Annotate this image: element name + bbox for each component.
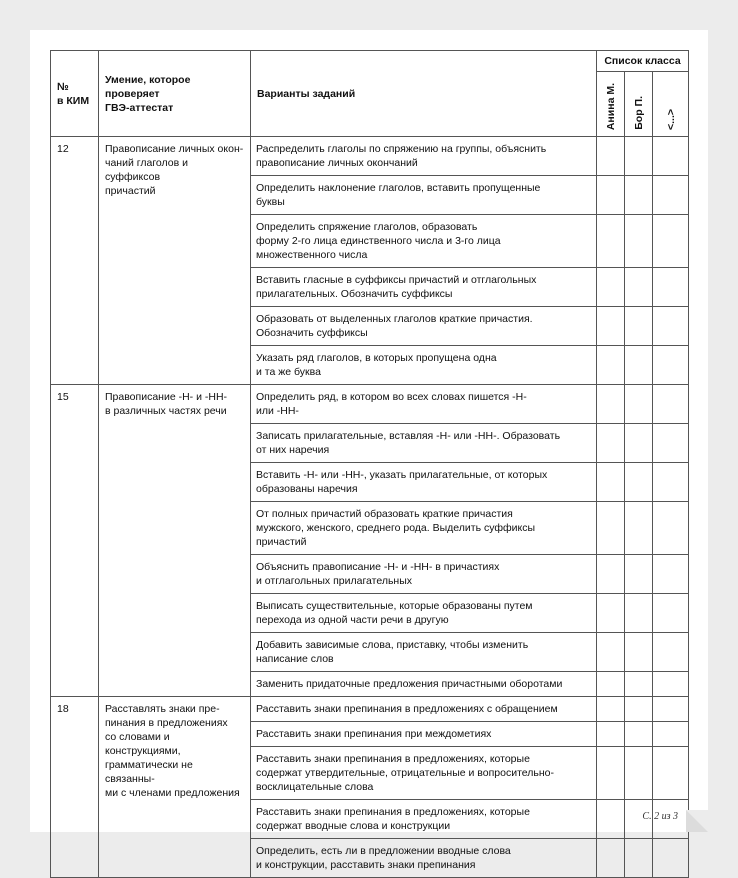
skill-line: причастий [105,185,156,197]
student-mark-cell[interactable] [653,463,689,502]
student-mark-cell[interactable] [625,215,653,268]
student-name: <...> [664,108,677,130]
student-mark-cell[interactable] [653,633,689,672]
task-line: Вставить -Н- или -НН-, указать прилагательные, от которых [256,469,548,481]
student-mark-cell[interactable] [653,594,689,633]
task-line: Определить, есть ли в предложении вводные слова [256,845,511,857]
student-mark-cell[interactable] [625,268,653,307]
task-line: и конструкции, расставить знаки препинания [256,859,476,871]
task-cell [251,424,597,463]
skill-line: пинания в предложениях [105,717,228,729]
student-mark-cell[interactable] [653,747,689,800]
student-mark-cell[interactable] [597,839,625,878]
student-mark-cell[interactable] [653,215,689,268]
student-mark-cell[interactable] [653,502,689,555]
student-mark-cell[interactable] [653,385,689,424]
task-line: Объяснить правописание -Н- и -НН- в причастиях [256,561,500,573]
student-mark-cell[interactable] [597,268,625,307]
task-cell [251,137,597,176]
task-line: правописание личных окончаний [256,157,418,169]
task-line: Расставить знаки препинания в предложениях, которые [256,806,530,818]
student-mark-cell[interactable] [653,307,689,346]
task-line: Заменить придаточные предложения причастными оборотами [256,678,563,690]
task-cell [251,502,597,555]
task-line: От полных причастий образовать краткие причастия [256,508,513,520]
student-mark-cell[interactable] [625,385,653,424]
student-mark-cell[interactable] [597,800,625,839]
task-cell [251,800,597,839]
kim-number: 18 [51,697,99,878]
header-skill-line: ГВЭ-аттестат [105,101,174,114]
skills-table [50,50,689,878]
skill-line: со словами и конструкциями, [105,731,181,757]
student-mark-cell[interactable] [597,215,625,268]
student-mark-cell[interactable] [597,722,625,747]
task-line: Выписать существительные, которые образованы путем [256,600,533,612]
table-row [51,697,689,722]
task-line: Добавить зависимые слова, приставку, чтобы изменить [256,639,529,651]
task-line: мужского, женского, среднего рода. Выделить суффиксы [256,522,535,534]
student-mark-cell[interactable] [597,697,625,722]
task-cell [251,839,597,878]
student-mark-cell[interactable] [625,137,653,176]
student-mark-cell[interactable] [625,555,653,594]
task-line: содержат вводные слова и конструкции [256,820,451,832]
student-mark-cell[interactable] [625,424,653,463]
skill-line: в различных частях речи [105,405,227,417]
page-number: С. 2 из 3 [642,811,678,822]
task-line: Записать прилагательные, вставляя -Н- или -НН-. Образовать [256,430,561,442]
student-mark-cell[interactable] [653,555,689,594]
task-line: форму 2-го лица единственного числа и 3-го лица [256,235,501,247]
student-mark-cell[interactable] [597,424,625,463]
task-line: Определить ряд, в котором во всех словах пишется -Н- [256,391,527,403]
task-line: восклицательные слова [256,781,374,793]
student-mark-cell[interactable] [625,594,653,633]
task-line: и та же буква [256,366,321,378]
task-line: перехода из одной части речи в другую [256,614,449,626]
student-mark-cell[interactable] [653,176,689,215]
task-line: или -НН- [256,405,299,417]
task-line: и отглагольных прилагательных [256,575,413,587]
task-cell [251,346,597,385]
task-line: Расставить знаки препинания в предложениях, которые [256,753,530,765]
skill-line: чаний глаголов и суффиксов [105,157,188,183]
task-line: Определить наклонение глаголов, вставить пропущенные [256,182,541,194]
student-mark-cell[interactable] [625,307,653,346]
student-mark-cell[interactable] [653,137,689,176]
student-mark-cell[interactable] [625,176,653,215]
task-line: от них наречия [256,444,330,456]
skill-cell [99,385,251,697]
task-line: прилагательных. Обозначить суффиксы [256,288,453,300]
skill-line: грамматически не связанны- [105,759,193,785]
skill-cell [99,137,251,385]
student-mark-cell[interactable] [597,672,625,697]
student-name: Бор П. [632,96,645,130]
student-mark-cell[interactable] [597,176,625,215]
kim-number: 15 [51,385,99,697]
task-cell [251,215,597,268]
task-cell [251,722,597,747]
header-skill [99,51,251,137]
skill-cell [99,697,251,878]
worksheet-page [30,30,708,871]
header-skill-line: Умение, которое [105,73,191,86]
student-mark-cell[interactable] [597,346,625,385]
task-line: буквы [256,196,285,208]
student-mark-cell[interactable] [597,385,625,424]
task-line: Определить спряжение глаголов, образовать [256,221,478,233]
header-tasks: Варианты заданий [251,51,597,137]
task-cell [251,268,597,307]
student-mark-cell[interactable] [625,633,653,672]
table-row [51,385,689,424]
header-student [625,72,653,137]
student-mark-cell[interactable] [597,594,625,633]
student-mark-cell[interactable] [597,463,625,502]
task-line: множественного числа [256,249,368,261]
page-corner-fold [686,810,708,832]
task-line: Вставить гласные в суффиксы причастий и отглагольных [256,274,537,286]
student-mark-cell[interactable] [625,672,653,697]
student-mark-cell[interactable] [653,697,689,722]
student-mark-cell[interactable] [625,839,653,878]
student-mark-cell[interactable] [625,463,653,502]
task-cell [251,176,597,215]
student-mark-cell[interactable] [653,672,689,697]
table-body [51,137,689,878]
student-mark-cell[interactable] [625,697,653,722]
task-line: написание слов [256,653,334,665]
header-number-line: в КИМ [57,94,90,107]
task-line: Обозначить суффиксы [256,327,368,339]
student-mark-cell[interactable] [653,268,689,307]
student-mark-cell[interactable] [653,722,689,747]
task-cell [251,697,597,722]
task-line: образованы наречия [256,483,358,495]
table-row [51,137,689,176]
student-mark-cell[interactable] [597,747,625,800]
skill-line: Расставлять знаки пре- [105,703,220,715]
task-line: Указать ряд глаголов, в которых пропущена одна [256,352,497,364]
header-student [597,72,625,137]
task-line: причастий [256,536,307,548]
task-cell [251,555,597,594]
task-line: Распределить глаголы по спряжению на группы, объяснить [256,143,547,155]
student-mark-cell[interactable] [597,555,625,594]
student-mark-cell[interactable] [653,424,689,463]
header-skill-line: проверяет [105,87,160,100]
student-mark-cell[interactable] [625,747,653,800]
header-student [653,72,689,137]
task-line: Образовать от выделенных глаголов краткие причастия. [256,313,533,325]
header-number-line: № [57,80,69,93]
skill-line: Правописание личных окон- [105,143,244,155]
student-mark-cell[interactable] [625,346,653,385]
task-line: Расставить знаки препинания в предложениях с обращением [256,703,558,715]
student-mark-cell[interactable] [597,307,625,346]
student-mark-cell[interactable] [597,633,625,672]
task-cell [251,307,597,346]
task-cell [251,672,597,697]
student-mark-cell[interactable] [653,839,689,878]
student-mark-cell[interactable] [653,346,689,385]
header-number [51,51,99,137]
header-class-list: Список класса [597,51,689,72]
student-mark-cell[interactable] [625,722,653,747]
skill-line: ми с членами предложения [105,787,240,799]
task-cell [251,747,597,800]
task-cell [251,633,597,672]
student-mark-cell[interactable] [625,502,653,555]
task-line: содержат утвердительные, отрицательные и вопросительно- [256,767,554,779]
student-mark-cell[interactable] [597,137,625,176]
student-name: Анина М. [604,82,617,130]
skill-line: Правописание -Н- и -НН- [105,391,228,403]
kim-number: 12 [51,137,99,385]
task-cell [251,594,597,633]
task-cell [251,385,597,424]
task-cell [251,463,597,502]
student-mark-cell[interactable] [597,502,625,555]
task-line: Расставить знаки препинания при междометиях [256,728,492,740]
